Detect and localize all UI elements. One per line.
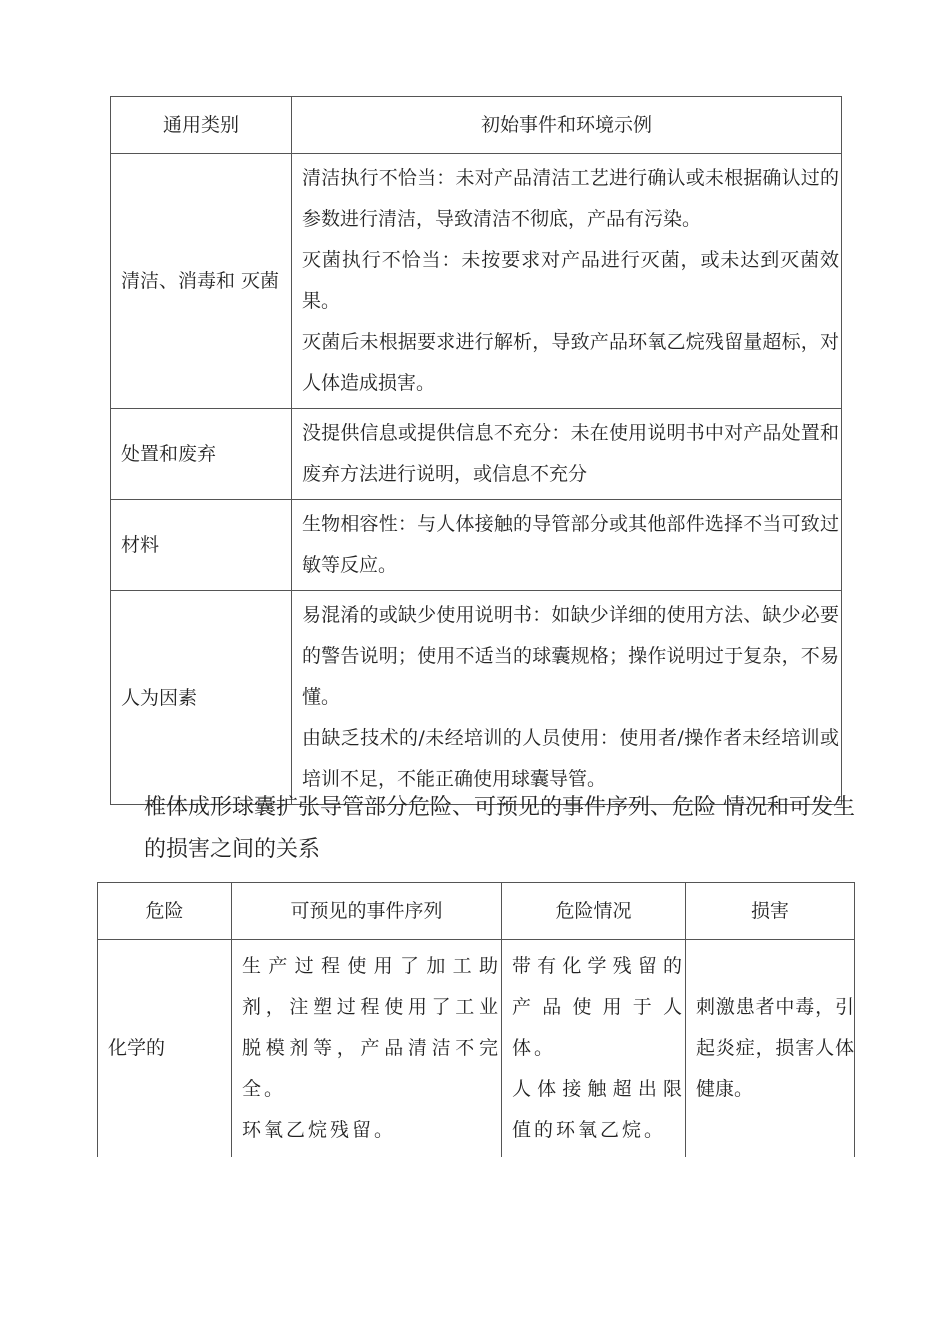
situation-paragraph: 人体接触超出限值的环氧乙烷。 xyxy=(512,1078,685,1141)
category-cell: 人为因素 xyxy=(111,591,292,805)
hazard-relationship-table xyxy=(97,882,855,1157)
initiating-events-table xyxy=(110,96,842,805)
description-paragraph: 易混淆的或缺少使用说明书：如缺少详细的使用方法、缺少必要的警告说明；使用不适当的球囊规格；操作说明过于复杂，不易懂。 xyxy=(302,604,839,708)
description-paragraph: 由缺乏技术的/未经培训的人员使用：使用者/操作者未经培训或培训不足，不能正确使用球囊导管。 xyxy=(302,727,839,790)
table-header-row xyxy=(98,883,855,940)
table-row xyxy=(111,591,842,805)
hazard-cell: 化学的 xyxy=(98,940,232,1158)
event-sequence-cell xyxy=(232,940,502,1158)
harm-cell: 刺激患者中毒，引起炎症，损害人体健康。 xyxy=(686,940,855,1158)
column-header: 通用类别 xyxy=(111,97,292,154)
category-cell: 材料 xyxy=(111,500,292,591)
sequence-paragraph: 生产过程使用了加工助剂，注塑过程使用了工业脱模剂等，产品清洁不完全。 xyxy=(242,955,501,1100)
column-header: 危险 xyxy=(98,883,232,940)
section-caption: 椎体成形球囊扩张导管部分危险、可预见的事件序列、危险 情况和可发生的损害之间的关系 xyxy=(144,795,855,862)
column-header: 可预见的事件序列 xyxy=(232,883,502,940)
column-header: 初始事件和环境示例 xyxy=(292,97,842,154)
column-header: 危险情况 xyxy=(502,883,686,940)
column-header: 损害 xyxy=(686,883,855,940)
table-row xyxy=(111,500,842,591)
hazard-situation-cell xyxy=(502,940,686,1158)
description-cell xyxy=(292,154,842,409)
description-cell xyxy=(292,500,842,591)
situation-paragraph: 带有化学残留的产品使用于人体。 xyxy=(512,955,685,1059)
description-paragraph: 灭菌执行不恰当：未按要求对产品进行灭菌，或未达到灭菌效果。 xyxy=(302,249,839,312)
table-row xyxy=(98,940,855,1158)
table-header-row xyxy=(111,97,842,154)
description-paragraph: 没提供信息或提供信息不充分：未在使用说明书中对产品处置和废弃方法进行说明，或信息不充分 xyxy=(302,422,839,485)
description-cell xyxy=(292,409,842,500)
category-cell: 处置和废弃 xyxy=(111,409,292,500)
description-paragraph: 清洁执行不恰当：未对产品清洁工艺进行确认或未根据确认过的参数进行清洁，导致清洁不彻底，产品有污染。 xyxy=(302,167,839,230)
table-row xyxy=(111,409,842,500)
table-row xyxy=(111,154,842,409)
description-paragraph: 生物相容性：与人体接触的导管部分或其他部件选择不当可致过敏等反应。 xyxy=(302,513,839,576)
sequence-paragraph: 环氧乙烷残留。 xyxy=(242,1119,397,1141)
description-cell xyxy=(292,591,842,805)
category-cell: 清洁、消毒和 灭菌 xyxy=(111,154,292,409)
description-paragraph: 灭菌后未根据要求进行解析，导致产品环氧乙烷残留量超标，对人体造成损害。 xyxy=(302,331,839,394)
